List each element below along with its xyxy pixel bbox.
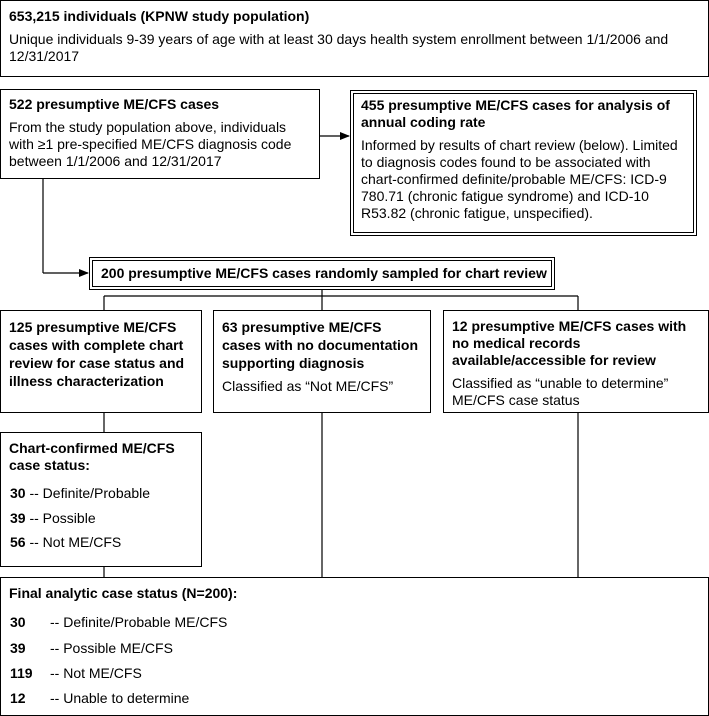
no-documentation-box	[213, 310, 431, 413]
final-row-label: -- Possible ME/CFS	[50, 640, 173, 656]
final-row-count: 39	[10, 640, 26, 656]
confirmed-row	[10, 485, 150, 502]
presumptive-box	[0, 89, 320, 179]
annual-coding-box	[350, 90, 697, 236]
population-text: Unique individuals 9-39 years of age with at least 30 days health system enrollment between 1/1/2006 and 12/31/2017	[9, 31, 669, 64]
final-row-label: -- Unable to determine	[50, 690, 190, 706]
sampled-title: 200 presumptive ME/CFS cases randomly sampled for chart review	[101, 265, 547, 281]
complete-review-box	[0, 310, 202, 413]
confirmed-row	[10, 510, 96, 527]
norecords-text: Classified as “unable to determine” ME/CFS case status	[452, 375, 669, 408]
final-row-label: -- Definite/Probable ME/CFS	[50, 614, 228, 630]
presumptive-text: From the study population above, individuals with ≥1 pre-specified ME/CFS diagnosis code between 1/1/2006 and 12/31/2017	[9, 119, 292, 169]
nodoc-text: Classified as “Not ME/CFS”	[222, 378, 394, 394]
nodoc-title: 63 presumptive ME/CFS cases with no documentation supporting diagnosis	[222, 319, 419, 371]
confirmed-row	[10, 534, 121, 551]
confirmed-row-count: 56	[10, 534, 26, 550]
confirmed-row-count: 39	[10, 510, 26, 526]
norecords-title: 12 presumptive ME/CFS cases with no medical records available/accessible for review	[452, 318, 687, 368]
population-title: 653,215 individuals (KPNW study population)	[9, 8, 310, 24]
final-title: Final analytic case status (N=200):	[9, 585, 238, 601]
confirmed-status-box	[0, 432, 202, 567]
sampled-box	[89, 257, 555, 290]
confirmed-title: Chart-confirmed ME/CFS case status:	[9, 440, 175, 473]
final-row-count: 119	[10, 665, 33, 681]
no-records-box	[443, 310, 709, 413]
final-row-count: 30	[10, 614, 26, 630]
annual-title: 455 presumptive ME/CFS cases for analysis of annual coding rate	[361, 97, 670, 130]
final-row-count: 12	[10, 690, 26, 706]
final-status-box	[0, 577, 709, 716]
final-row	[10, 665, 142, 682]
confirmed-row-label: -- Possible	[25, 510, 96, 526]
presumptive-title: 522 presumptive ME/CFS cases	[9, 96, 220, 112]
final-row	[10, 690, 189, 707]
final-row	[10, 640, 173, 657]
confirmed-row-count: 30	[10, 485, 26, 501]
final-row	[10, 614, 227, 631]
population-box	[0, 0, 709, 77]
confirmed-row-label: -- Definite/Probable	[25, 485, 151, 501]
final-row-label: -- Not ME/CFS	[50, 665, 142, 681]
complete-title: 125 presumptive ME/CFS cases with complete chart review for case status and illness characterization	[9, 319, 185, 389]
confirmed-row-label: -- Not ME/CFS	[25, 534, 122, 550]
annual-text: Informed by results of chart review (below). Limited to diagnosis codes found to be associated with chart-confirmed definite/probable ME/CFS: ICD-9 780.71 (chronic fatigue syndrome) and ICD-10 R53.82 (chronic fatigue, unspecified).	[361, 137, 678, 221]
